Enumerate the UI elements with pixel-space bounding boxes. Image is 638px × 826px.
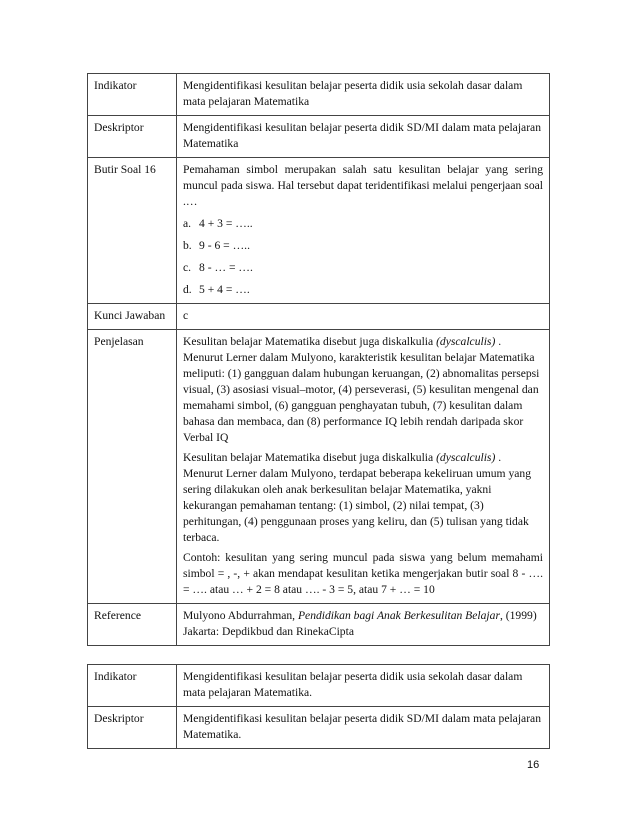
row-butir-soal (88, 158, 550, 304)
penjelasan-label: Penjelasan (88, 330, 177, 604)
deskriptor-label-2: Deskriptor (88, 707, 177, 749)
penjelasan-paragraph-2: Kesulitan belajar Matematika disebut juga diskalkulia (dyscalculis) . Menurut Lerner dalam Mulyono, terdapat beberapa kekeliruan umum yang sering dilakukan oleh anak berkesulitan belajar Matematika, yakni kekurangan pemahaman tentang: (1) simbol, (2) nilai tempat, (3) perhitungan, (4) penggunaan proses yang keliru, dan (5) tulisan yang tidak terbaca. (183, 451, 532, 544)
option-a: a. 4 + 3 = ….. (183, 217, 253, 230)
kunci-jawaban-value: c (177, 304, 550, 330)
penjelasan-value (177, 330, 550, 604)
page-number: 16 (527, 759, 540, 771)
reference-label: Reference (88, 604, 177, 646)
row-deskriptor-2 (88, 707, 550, 749)
question-table-16 (87, 73, 550, 646)
row-reference (88, 604, 550, 646)
question-text: Pemahaman simbol merupakan salah satu kesulitan belajar yang sering muncul pada siswa. Hal tersebut dapat teridentifikasi melalui pengerjaan soal .… (183, 163, 543, 208)
deskriptor-value-2: Mengidentifikasi kesulitan belajar peserta didik SD/MI dalam mata pelajaran Matematika. (177, 707, 550, 749)
row-indikator-2 (88, 665, 550, 707)
row-penjelasan (88, 330, 550, 604)
row-deskriptor (88, 116, 550, 158)
reference-value: Mulyono Abdurrahman, Pendidikan bagi Anak Berkesulitan Belajar, (1999) Jakarta: Depdikbud dan RinekaCipta (177, 604, 550, 646)
butir-soal-value (177, 158, 550, 304)
deskriptor-label: Deskriptor (88, 116, 177, 158)
indikator-label: Indikator (88, 74, 177, 116)
question-table-17 (87, 664, 550, 749)
penjelasan-paragraph-1: Kesulitan belajar Matematika disebut juga diskalkulia (dyscalculis) . Menurut Lerner dalam Mulyono, karakteristik kesulitan belajar Matematika meliputi: (1) gangguan dalam hubungan keruangan, (2) abnomalitas persepsi visual, (3) asosiasi visual–motor, (4) perseverasi, (5) kesulitan mengenal dan memahami simbol, (6) gangguan penghayatan tubuh, (7) kesulitan dalam bahasa dan membaca, dan (8) performance IQ lebih rendah daripada skor Verbal IQ (183, 335, 540, 444)
deskriptor-value: Mengidentifikasi kesulitan belajar peserta didik SD/MI dalam mata pelajaran Matematika (177, 116, 550, 158)
row-kunci-jawaban (88, 304, 550, 330)
indikator-value: Mengidentifikasi kesulitan belajar peserta didik usia sekolah dasar dalam mata pelajaran Matematika (177, 74, 550, 116)
option-c: c. 8 - … = …. (183, 261, 253, 274)
kunci-jawaban-label: Kunci Jawaban (88, 304, 177, 330)
option-b: b. 9 - 6 = ….. (183, 239, 250, 252)
indikator-label-2: Indikator (88, 665, 177, 707)
penjelasan-paragraph-3: Contoh: kesulitan yang sering muncul pada siswa yang belum memahami simbol = , -, + akan mendapat kesulitan ketika mengerjakan butir soal 8 - …. = …. atau … + 2 = 8 atau …. - 3 = 5, atau 7 + … = 10 (183, 551, 543, 596)
option-d: d. 5 + 4 = …. (183, 283, 250, 296)
indikator-value-2: Mengidentifikasi kesulitan belajar peserta didik usia sekolah dasar dalam mata pelajaran Matematika. (177, 665, 550, 707)
butir-soal-label: Butir Soal 16 (88, 158, 177, 304)
row-indikator (88, 74, 550, 116)
